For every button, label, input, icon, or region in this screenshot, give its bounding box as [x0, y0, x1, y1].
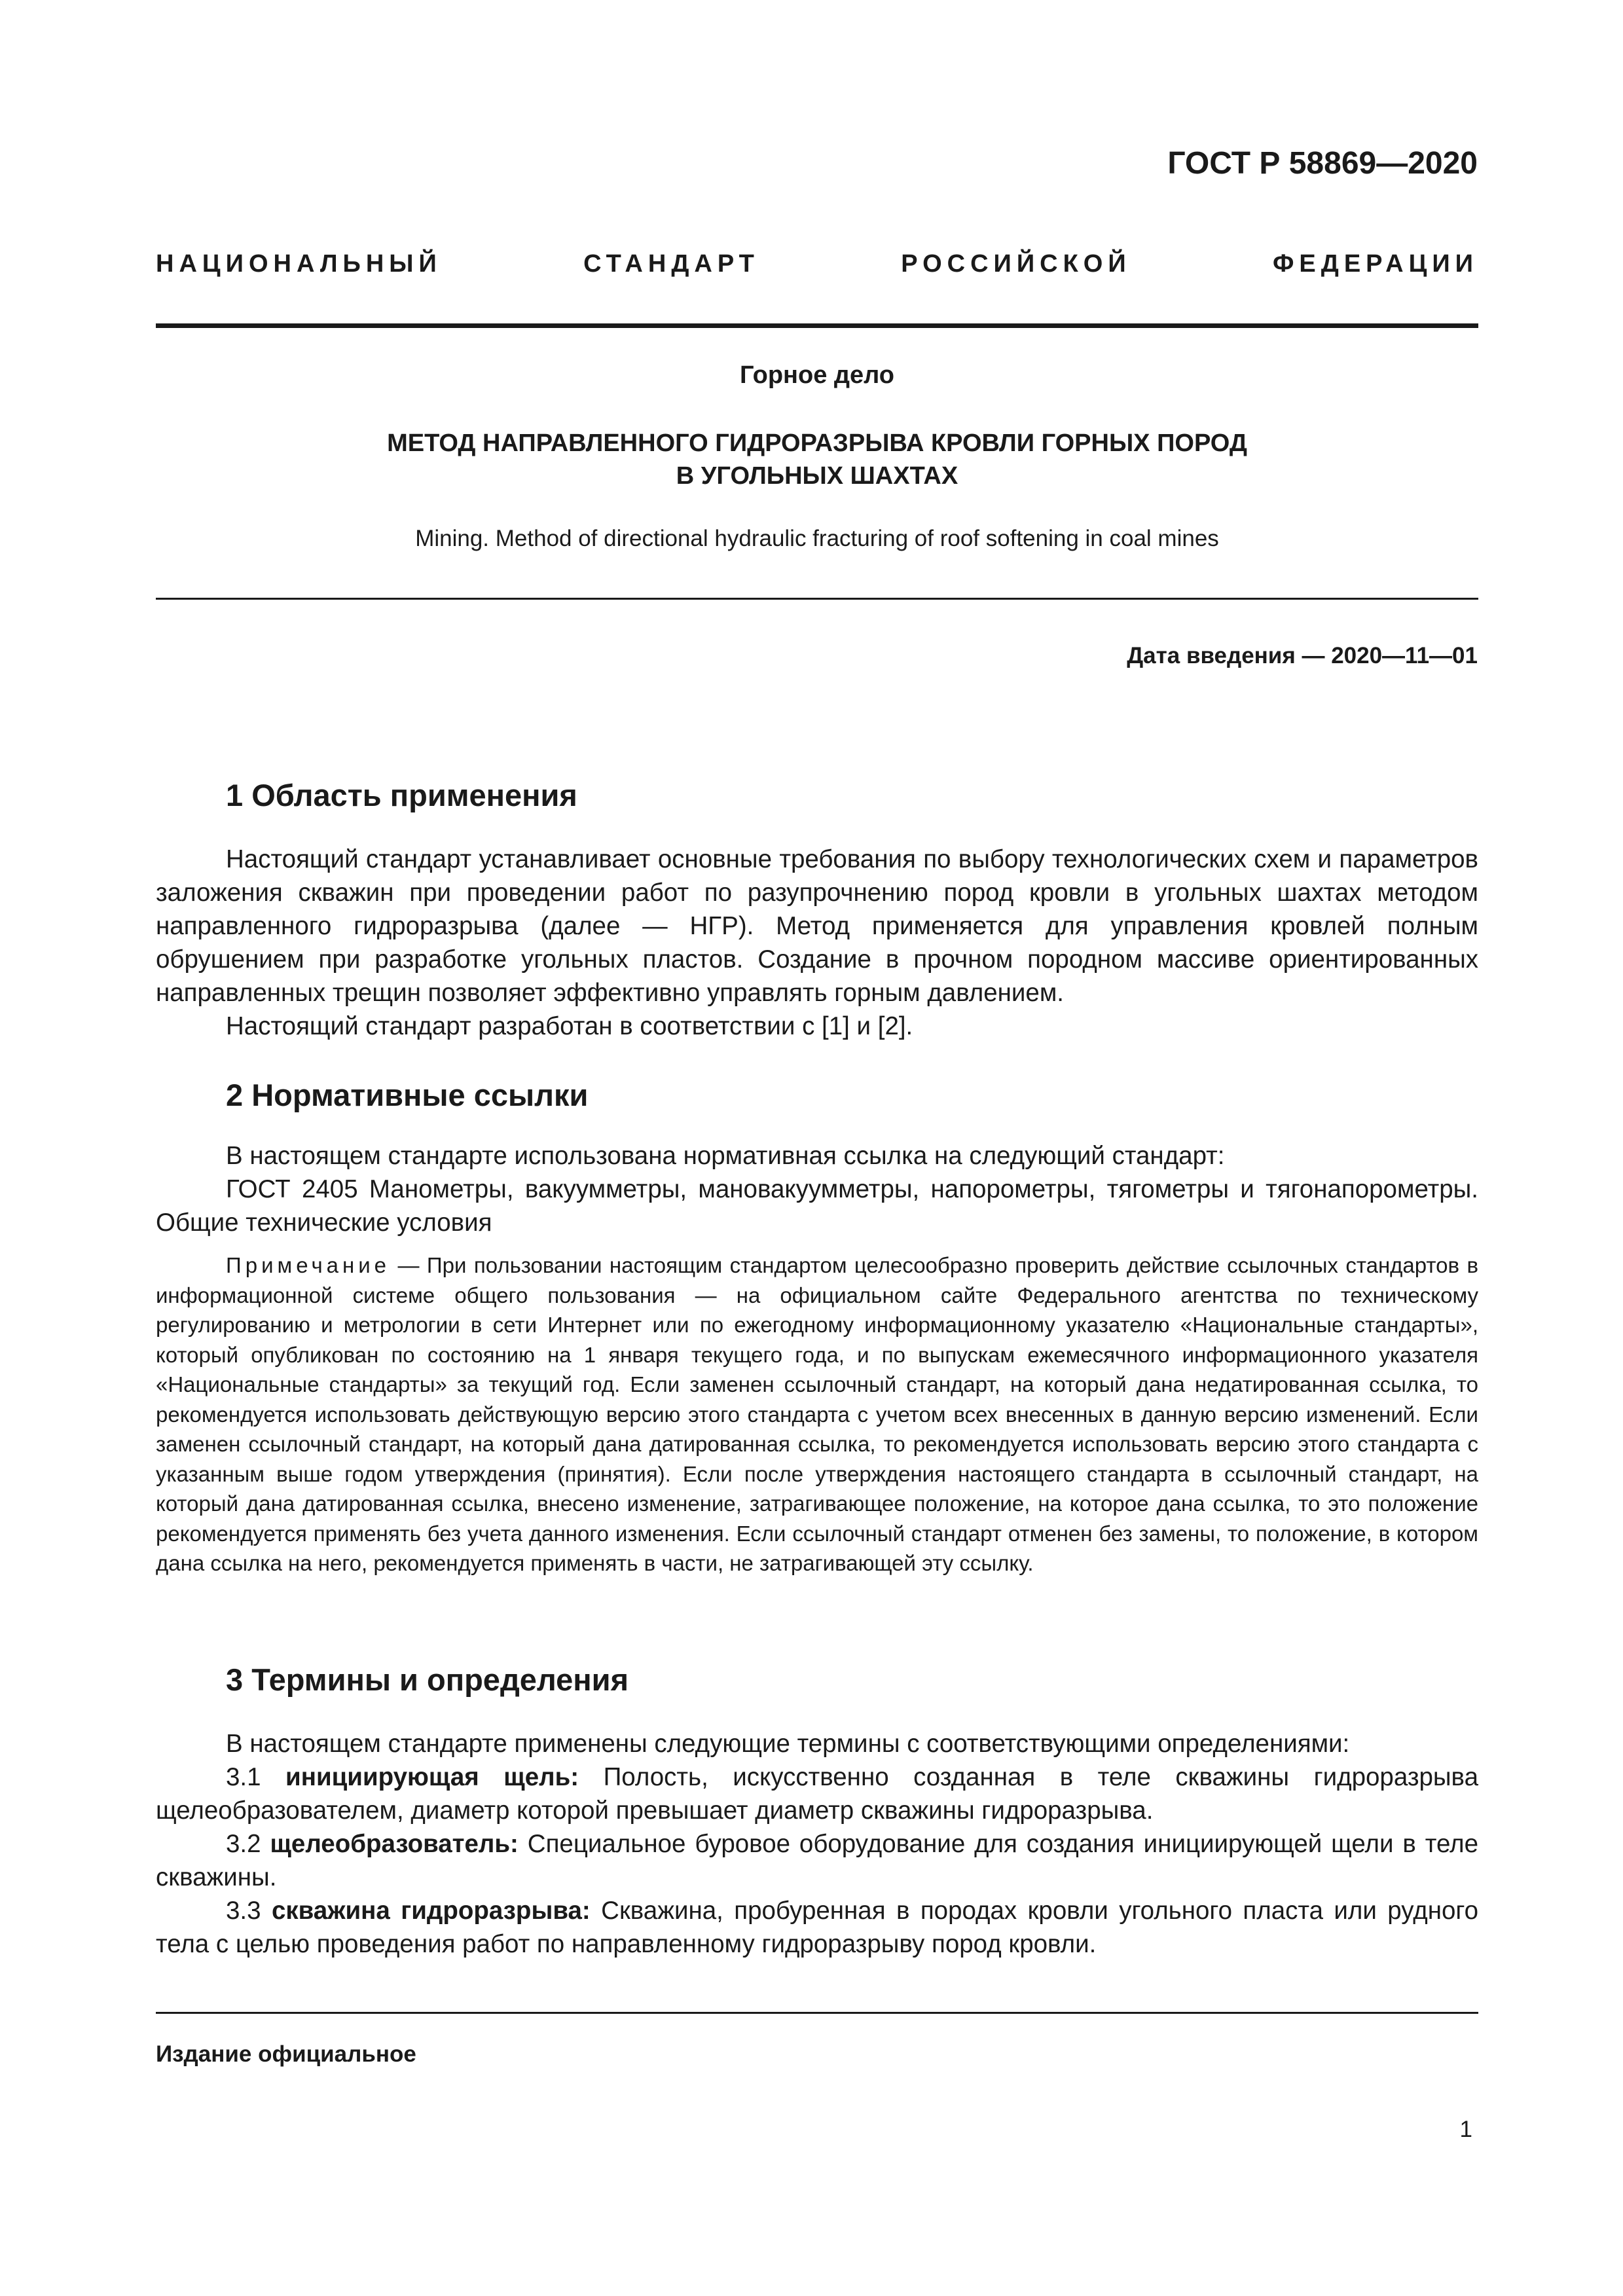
note-text: — При пользовании настоящим стандартом целесообразно проверить действие ссылочных стандартов в информационной системе общего пользования — на официальном сайте Федерального агентства по техническому регулированию и метрологии в сети Интернет или по ежегодному информационному указателю «Национальные стандарты», который опубликован по состоянию на 1 января текущего года, и по выпускам ежемесячного информационного указателя «Национальные стандарты» за текущий год. Если заменен ссылочный стандарт, на который дана недатированная ссылка, то рекомендуется использовать действующую версию этого стандарта с учетом всех внесенных в данную версию изменений. Если заменен ссылочный стандарт, на который дана датированная ссылка, то рекомендуется использовать версию этого стандарта с указанным выше годом утверждения (принятия). Если после утверждения настоящего стандарта в ссылочный стандарт, на который дана датированная ссылка, внесено изменение, затрагивающее положение, на которое дана ссылка, то это положение рекомендуется применять без учета данного изменения. Если ссылочный стандарт отменен без замены, то положение, в котором дана ссылка на него, рекомендуется применять в части, не затрагивающей эту ссылку.: [156, 1253, 1478, 1575]
term-item: [156, 1760, 1478, 1827]
term-definition: Скважина, пробуренная в породах кровли угольного пласта или рудного тела с целью проведения работ по направленному гидроразрыву пород кровли.: [156, 1897, 1478, 1958]
subject-heading: Горное дело: [739, 361, 895, 389]
section-1-paragraph-1: Настоящий стандарт устанавливает основные требования по выбору технологических схем и параметров заложения скважин при проведении работ по разупрочнению пород кровли в угольных шахтах методом направленного гидроразрыва (далее — НГР). Метод применяется для управления кровлей полным обрушением при разработке угольных пластов. Создание в прочном породном массиве ориентированных направленных трещин позволяет эффективно управлять горным давлением.: [156, 845, 1478, 1007]
english-title: Mining. Method of directional hydraulic fracturing of roof softening in coal mines: [415, 526, 1219, 551]
section-3-intro: В настоящем стандарте применены следующие термины с соответствующими определениями:: [226, 1730, 1350, 1758]
section-1-body: [156, 843, 1478, 1043]
page-number: 1: [1459, 2117, 1472, 2142]
title-divider: [156, 598, 1478, 600]
section-2-heading: 2 Нормативные ссылки: [226, 1078, 589, 1112]
term-name: щелеобразователь:: [270, 1830, 519, 1858]
term-number: 3.1: [226, 1763, 261, 1791]
term-definition: Полость, искусственно созданная в теле скважины гидроразрыва щелеобразователем, диаметр которой превышает диаметр скважины гидроразрыва.: [156, 1763, 1478, 1825]
title-line-1: МЕТОД НАПРАВЛЕННОГО ГИДРОРАЗРЫВА КРОВЛИ ГОРНЫХ ПОРОД: [387, 429, 1247, 457]
national-standard-banner: НАЦИОНАЛЬНЫЙ СТАНДАРТ РОССИЙСКОЙ ФЕДЕРАЦИИ: [156, 250, 1478, 278]
title-line-2: В УГОЛЬНЫХ ШАХТАХ: [676, 462, 958, 490]
term-number: 3.2: [226, 1830, 261, 1858]
header-divider: [156, 323, 1478, 328]
section-1-paragraph-2: Настоящий стандарт разработан в соответствии с [1] и [2].: [226, 1012, 913, 1040]
document-title: [156, 427, 1478, 492]
term-name: скважина гидроразрыва:: [271, 1897, 591, 1925]
section-2-note: [156, 1250, 1478, 1578]
note-label: Примечание: [226, 1253, 391, 1277]
official-edition-label: Издание официальное: [156, 2041, 416, 2067]
document-number: ГОСТ Р 58869—2020: [1167, 146, 1478, 181]
section-2-paragraph-2: ГОСТ 2405 Манометры, вакуумметры, мановакуумметры, напорометры, тягометры и тягонапорометры. Общие технические условия: [156, 1175, 1478, 1237]
term-item: [156, 1827, 1478, 1894]
section-3-body: [156, 1727, 1478, 1961]
term-definition: Специальное буровое оборудование для создания инициирующей щели в теле скважины.: [156, 1830, 1478, 1891]
section-1-heading: 1 Область применения: [226, 778, 577, 812]
term-number: 3.3: [226, 1897, 261, 1925]
term-item: [156, 1894, 1478, 1961]
section-2-paragraph-1: В настоящем стандарте использована нормативная ссылка на следующий стандарт:: [226, 1142, 1225, 1170]
footer-divider: [156, 2012, 1478, 2014]
section-3-heading: 3 Термины и определения: [226, 1662, 629, 1697]
term-name: инициирующая щель:: [285, 1763, 579, 1791]
introduction-date: Дата введения — 2020—11—01: [1127, 643, 1478, 668]
section-2-body: [156, 1139, 1478, 1239]
